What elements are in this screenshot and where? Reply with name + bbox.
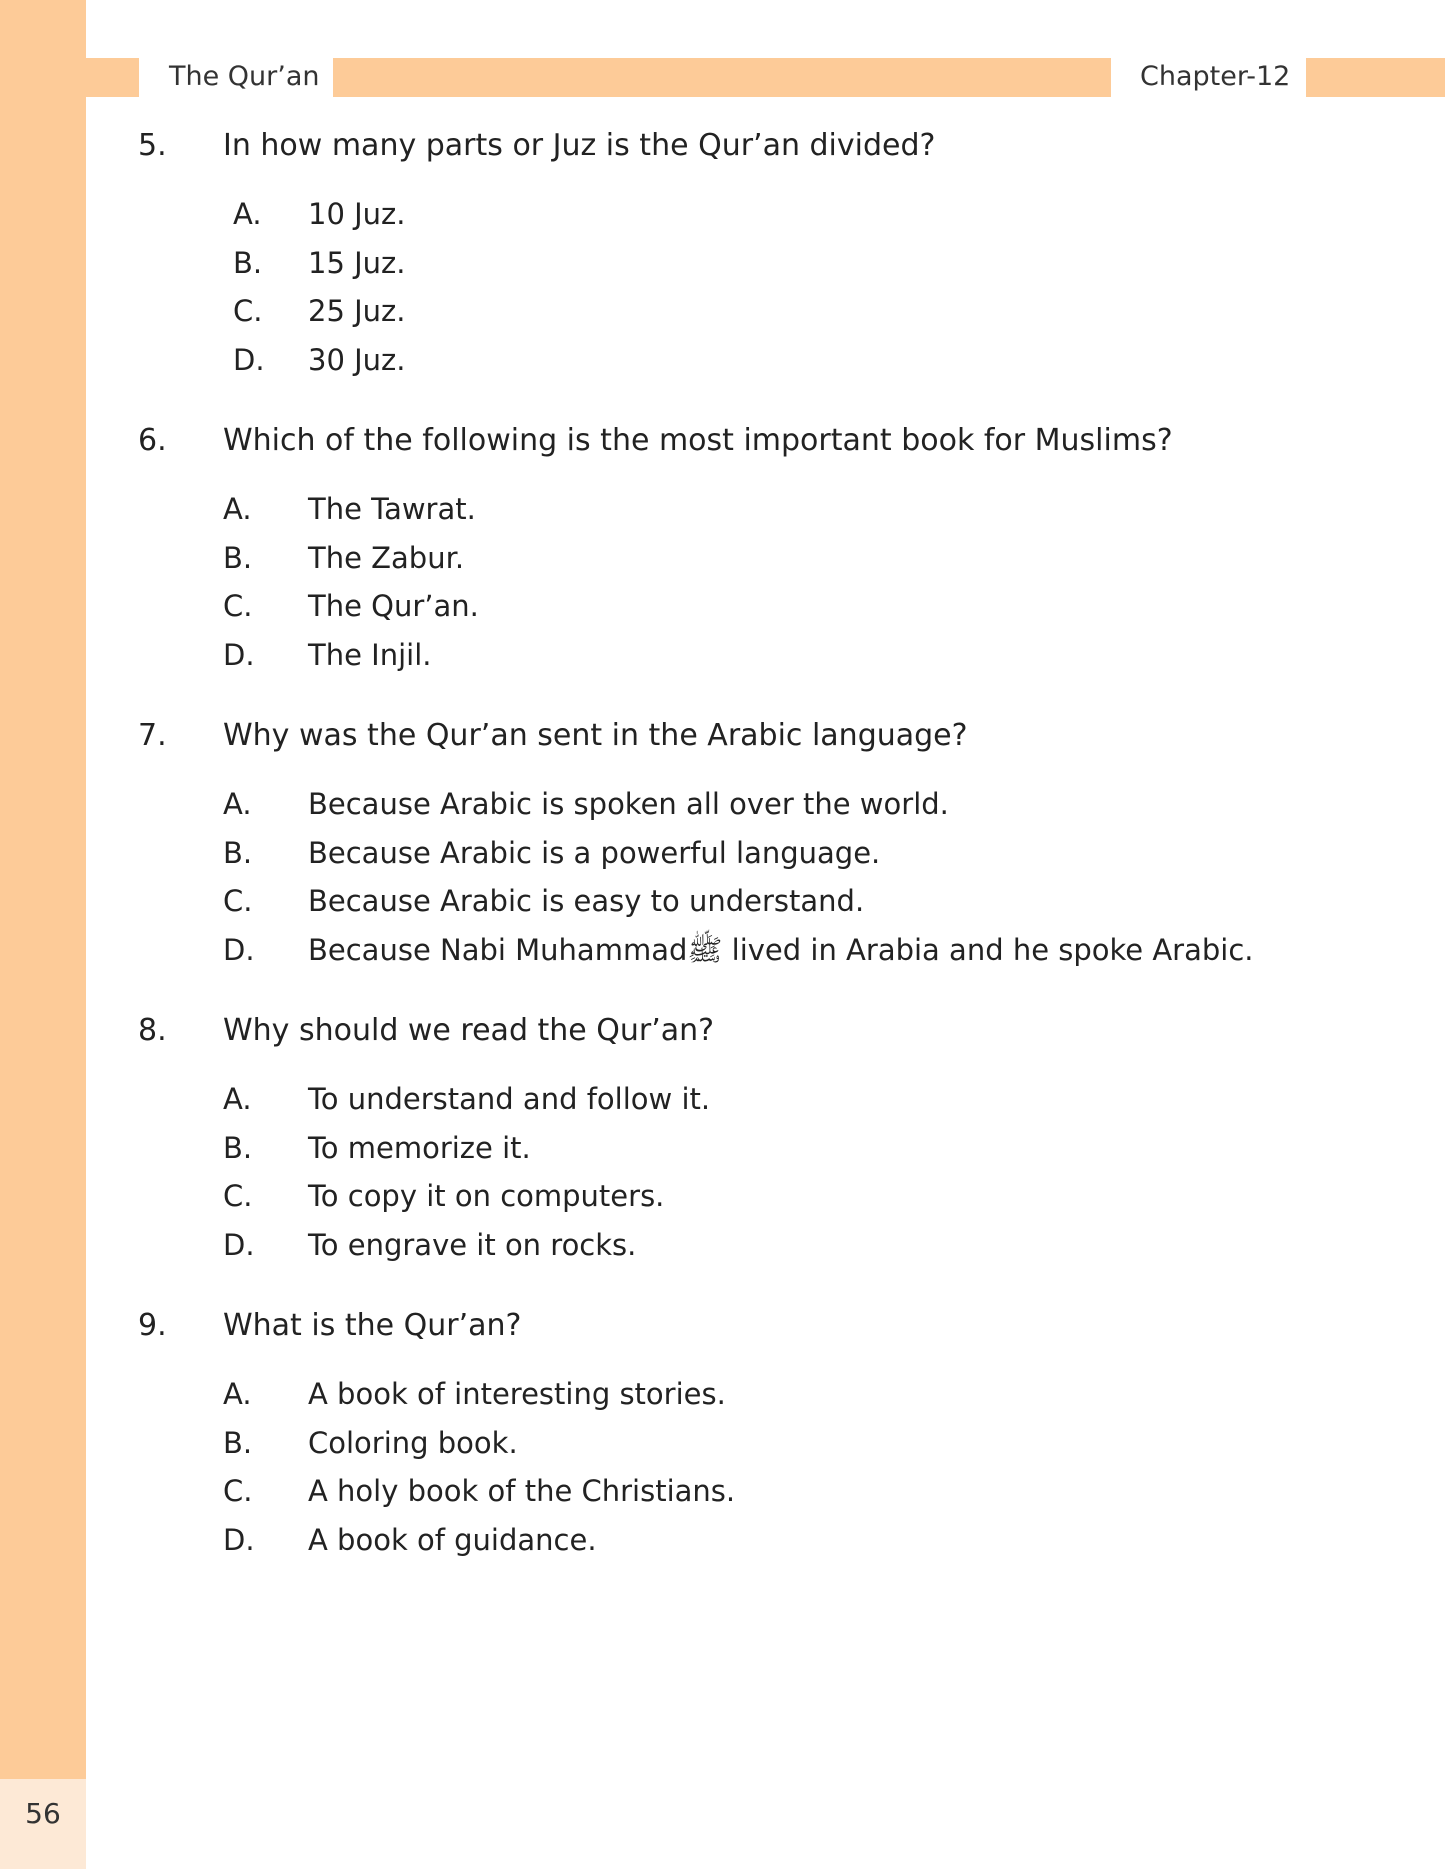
option-text: A holy book of the Christians. bbox=[308, 1474, 736, 1509]
option-text: The Tawrat. bbox=[308, 492, 476, 526]
option-letter: D. bbox=[223, 1227, 255, 1262]
option-text: 30 Juz. bbox=[308, 342, 406, 377]
option-d bbox=[0, 933, 1445, 982]
question-number: 7. bbox=[138, 718, 167, 753]
option-d bbox=[0, 1523, 1445, 1572]
option-text: Because Arabic is a powerful language. bbox=[308, 835, 881, 870]
option-letter: D. bbox=[233, 342, 265, 377]
option-letter: A. bbox=[223, 787, 252, 821]
option-letter: B. bbox=[223, 540, 253, 575]
question-number: 5. bbox=[138, 128, 167, 163]
option-letter: C. bbox=[223, 1179, 253, 1214]
option-d bbox=[0, 343, 1445, 392]
option-a bbox=[0, 1377, 1445, 1426]
option-a bbox=[0, 1082, 1445, 1131]
question-5 bbox=[0, 128, 1445, 391]
option-text: To engrave it on rocks. bbox=[308, 1227, 637, 1262]
option-a bbox=[0, 197, 1445, 246]
question-row bbox=[0, 423, 1445, 463]
option-b bbox=[0, 1131, 1445, 1180]
option-text: 10 Juz. bbox=[308, 197, 406, 231]
option-letter: B. bbox=[223, 1425, 253, 1460]
option-text: The Zabur. bbox=[308, 540, 465, 575]
option-d bbox=[0, 1228, 1445, 1277]
options-list bbox=[0, 197, 1445, 391]
option-b bbox=[0, 246, 1445, 295]
option-b bbox=[0, 836, 1445, 885]
option-a bbox=[0, 787, 1445, 836]
option-c bbox=[0, 1474, 1445, 1523]
question-8 bbox=[0, 1013, 1445, 1276]
question-row bbox=[0, 1308, 1445, 1348]
option-text: A book of guidance. bbox=[308, 1522, 597, 1557]
option-letter: B. bbox=[223, 1130, 253, 1165]
question-text: Why should we read the Qur’an? bbox=[223, 1013, 715, 1048]
option-letter: A. bbox=[233, 197, 262, 231]
question-row bbox=[0, 1013, 1445, 1053]
options-list bbox=[0, 1082, 1445, 1276]
option-text: To copy it on computers. bbox=[308, 1179, 665, 1214]
options-list bbox=[0, 1377, 1445, 1571]
options-list bbox=[0, 492, 1445, 686]
option-a bbox=[0, 492, 1445, 541]
option-letter: B. bbox=[233, 245, 263, 280]
option-letter: D. bbox=[223, 1522, 255, 1557]
option-letter: A. bbox=[223, 1082, 252, 1116]
option-c bbox=[0, 294, 1445, 343]
option-text: A book of interesting stories. bbox=[308, 1377, 726, 1411]
option-letter: A. bbox=[223, 1377, 252, 1411]
option-c bbox=[0, 589, 1445, 638]
option-letter: D. bbox=[223, 637, 255, 672]
header-title: The Qur’an bbox=[169, 61, 320, 92]
option-text: To understand and follow it. bbox=[308, 1082, 711, 1116]
question-number: 9. bbox=[138, 1308, 167, 1343]
option-b bbox=[0, 541, 1445, 590]
header-chapter: Chapter-12 bbox=[1140, 61, 1291, 92]
question-number: 6. bbox=[138, 423, 167, 458]
option-c bbox=[0, 884, 1445, 933]
option-text: 25 Juz. bbox=[308, 294, 406, 329]
option-letter: B. bbox=[223, 835, 253, 870]
options-list bbox=[0, 787, 1445, 981]
header-bar-middle bbox=[333, 58, 1111, 97]
option-text: To memorize it. bbox=[308, 1130, 531, 1165]
question-9 bbox=[0, 1308, 1445, 1571]
option-text: Because Arabic is easy to understand. bbox=[308, 884, 865, 919]
option-letter: C. bbox=[223, 1474, 253, 1509]
question-row bbox=[0, 128, 1445, 168]
page-number: 56 bbox=[25, 1797, 61, 1830]
question-text: Which of the following is the most important book for Muslims? bbox=[223, 423, 1173, 458]
option-text: Coloring book. bbox=[308, 1425, 518, 1460]
option-letter: A. bbox=[223, 492, 252, 526]
option-text: 15 Juz. bbox=[308, 245, 406, 280]
question-7 bbox=[0, 718, 1445, 981]
option-d bbox=[0, 638, 1445, 687]
header-bar-left bbox=[86, 58, 139, 97]
header-bar-right bbox=[1306, 58, 1445, 97]
question-text: What is the Qur’an? bbox=[223, 1308, 522, 1343]
option-text: The Qur’an. bbox=[308, 589, 479, 624]
option-text: Because Nabi Muhammadﷺ lived in Arabia and he spoke Arabic. bbox=[308, 932, 1254, 967]
question-text: Why was the Qur’an sent in the Arabic language? bbox=[223, 718, 968, 753]
question-number: 8. bbox=[138, 1013, 167, 1048]
option-b bbox=[0, 1426, 1445, 1475]
option-letter: C. bbox=[223, 589, 253, 624]
question-6 bbox=[0, 423, 1445, 686]
option-text: The Injil. bbox=[308, 637, 432, 672]
option-letter: C. bbox=[233, 294, 263, 329]
question-row bbox=[0, 718, 1445, 758]
question-text: In how many parts or Juz is the Qur’an divided? bbox=[223, 128, 936, 163]
option-c bbox=[0, 1179, 1445, 1228]
option-letter: C. bbox=[223, 884, 253, 919]
option-letter: D. bbox=[223, 932, 255, 967]
option-text: Because Arabic is spoken all over the world. bbox=[308, 787, 949, 821]
